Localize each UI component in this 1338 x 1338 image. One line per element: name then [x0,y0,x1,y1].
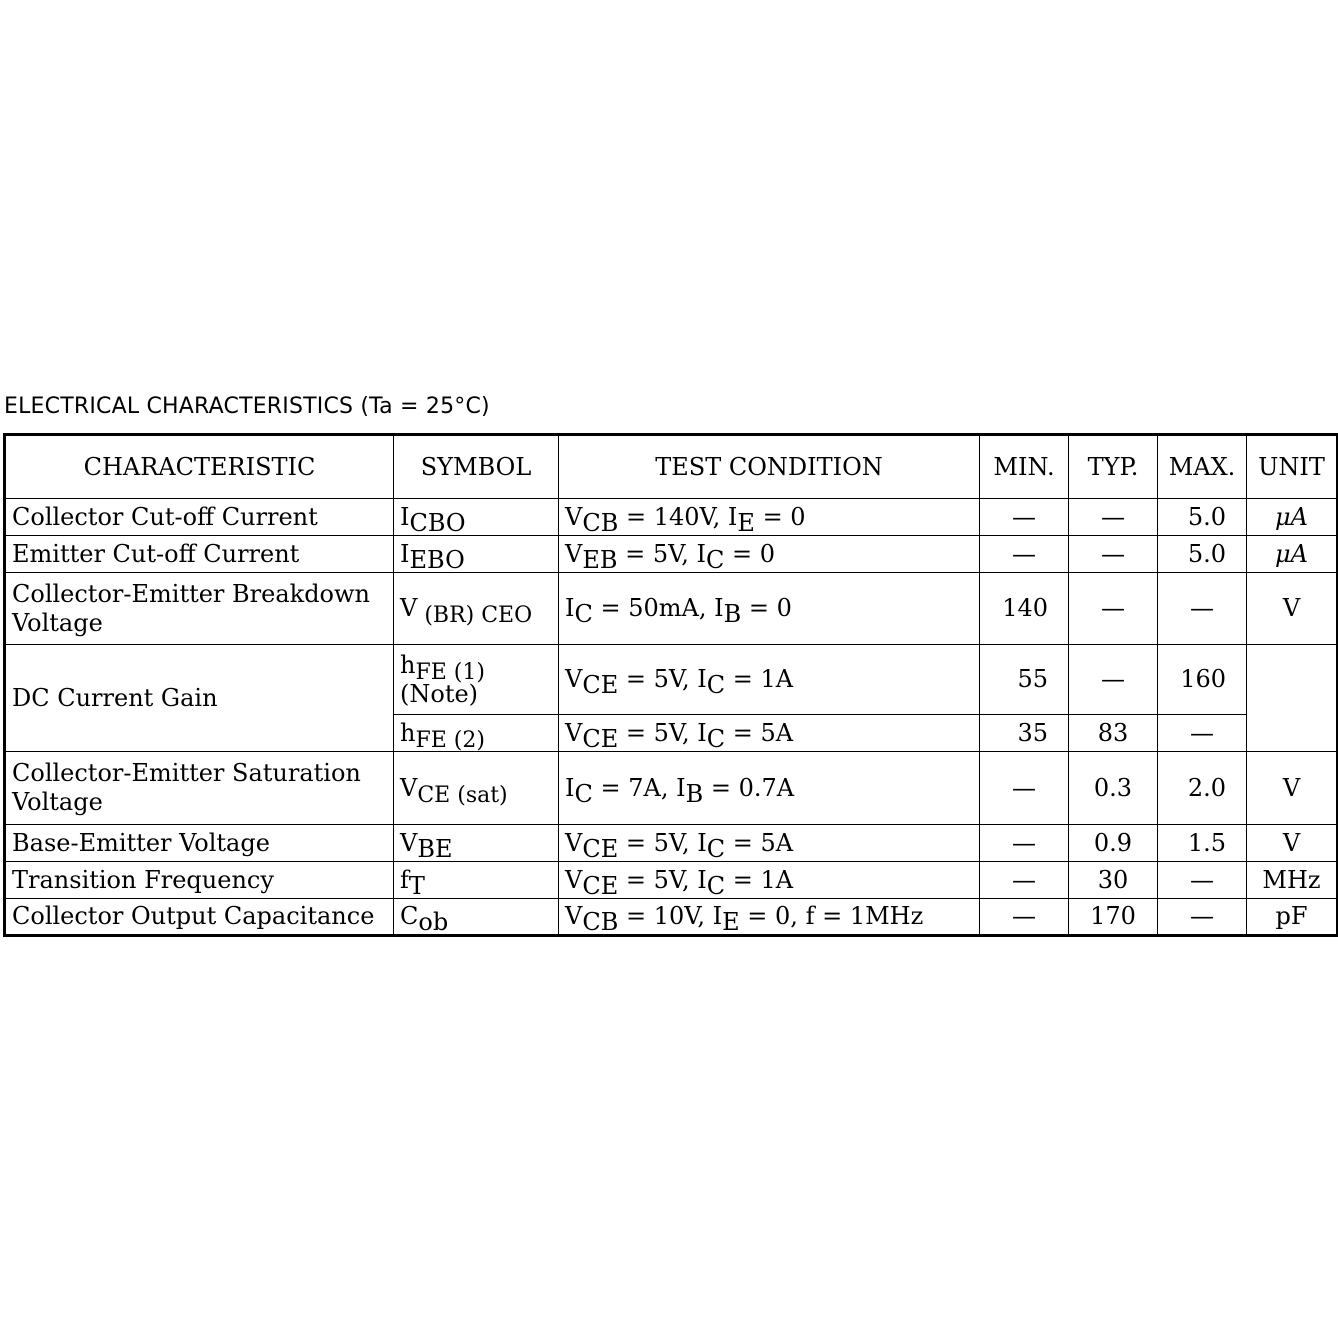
test-condition-cell: $V_{CE} = 5V$, $I_C = 5A$ [559,825,980,862]
unit-cell: V [1247,573,1338,645]
symbol-cell: V $_{(BR) CEO}$ [394,573,559,645]
min-cell: 55 [980,645,1069,715]
symbol-cell: $I_{CBO}$ [394,499,559,536]
min-cell: 35 [980,715,1069,752]
header-unit: UNIT [1247,435,1338,499]
typ-cell: 0.9 [1069,825,1158,862]
test-condition-cell: $V_{CB} = 140V$, $I_E = 0$ [559,499,980,536]
electrical-characteristics-table [3,433,1338,937]
table-row [5,645,1338,715]
min-cell: — [980,536,1069,573]
header-max: MAX. [1158,435,1247,499]
symbol-cell: $h_{FE (2)}$ [394,715,559,752]
unit-cell: μA [1247,499,1338,536]
table-title: ELECTRICAL CHARACTERISTICS (Ta = 25°C) [4,394,490,419]
table-row [5,752,1338,825]
max-cell: — [1158,715,1247,752]
characteristic-cell: Collector Cut-off Current [5,499,394,536]
table-row [5,899,1338,936]
test-condition-cell: $V_{CE} = 5V$, $I_C = 5A$ [559,715,980,752]
header-row [5,435,1338,499]
table-row [5,573,1338,645]
test-condition-cell: $V_{CE} = 5V$, $I_C = 1A$ [559,862,980,899]
max-cell: — [1158,573,1247,645]
typ-cell: — [1069,573,1158,645]
unit-cell: MHz [1247,862,1338,899]
test-condition-cell: $V_{CE} = 5V$, $I_C = 1A$ [559,645,980,715]
test-condition-cell: $I_C = 50mA$, $I_B = 0$ [559,573,980,645]
symbol-cell: $f_T$ [394,862,559,899]
characteristic-cell: DC Current Gain [5,645,394,752]
typ-cell: 0.3 [1069,752,1158,825]
header-symbol: SYMBOL [394,435,559,499]
symbol-cell: $h_{FE (1)}$ (Note) [394,645,559,715]
symbol-cell: $V_{CE (sat)}$ [394,752,559,825]
max-cell: 1.5 [1158,825,1247,862]
header-typ: TYP. [1069,435,1158,499]
typ-cell: — [1069,536,1158,573]
symbol-note: (Note) [400,679,479,708]
unit-cell: V [1247,825,1338,862]
table-row [5,862,1338,899]
typ-cell: — [1069,499,1158,536]
max-cell: — [1158,899,1247,936]
typ-cell: 170 [1069,899,1158,936]
unit-cell: pF [1247,899,1338,936]
symbol-cell: $C_{ob}$ [394,899,559,936]
symbol-cell: $I_{EBO}$ [394,536,559,573]
characteristic-cell: Emitter Cut-off Current [5,536,394,573]
min-cell: — [980,752,1069,825]
max-cell: 2.0 [1158,752,1247,825]
characteristic-cell: Collector Output Capacitance [5,899,394,936]
table-row [5,536,1338,573]
test-condition-cell: $V_{EB} = 5V$, $I_C = 0$ [559,536,980,573]
unit-cell: μA [1247,536,1338,573]
characteristic-cell: Transition Frequency [5,862,394,899]
test-condition-cell: $I_C = 7A$, $I_B = 0.7A$ [559,752,980,825]
max-cell: — [1158,862,1247,899]
typ-cell: 83 [1069,715,1158,752]
table-row [5,499,1338,536]
max-cell: 5.0 [1158,499,1247,536]
symbol-cell: $V_{BE}$ [394,825,559,862]
min-cell: 140 [980,573,1069,645]
header-characteristic: CHARACTERISTIC [5,435,394,499]
characteristic-cell: Collector-Emitter Saturation Voltage [5,752,394,825]
test-condition-cell: $V_{CB} = 10V$, $I_E = 0$, f = 1MHz [559,899,980,936]
min-cell: — [980,825,1069,862]
typ-cell: 30 [1069,862,1158,899]
characteristic-cell: Base-Emitter Voltage [5,825,394,862]
max-cell: 160 [1158,645,1247,715]
characteristic-cell: Collector-Emitter Breakdown Voltage [5,573,394,645]
min-cell: — [980,862,1069,899]
unit-cell [1247,645,1338,752]
header-test-condition: TEST CONDITION [559,435,980,499]
table-row [5,825,1338,862]
min-cell: — [980,899,1069,936]
typ-cell: — [1069,645,1158,715]
max-cell: 5.0 [1158,536,1247,573]
min-cell: — [980,499,1069,536]
header-min: MIN. [980,435,1069,499]
unit-cell: V [1247,752,1338,825]
